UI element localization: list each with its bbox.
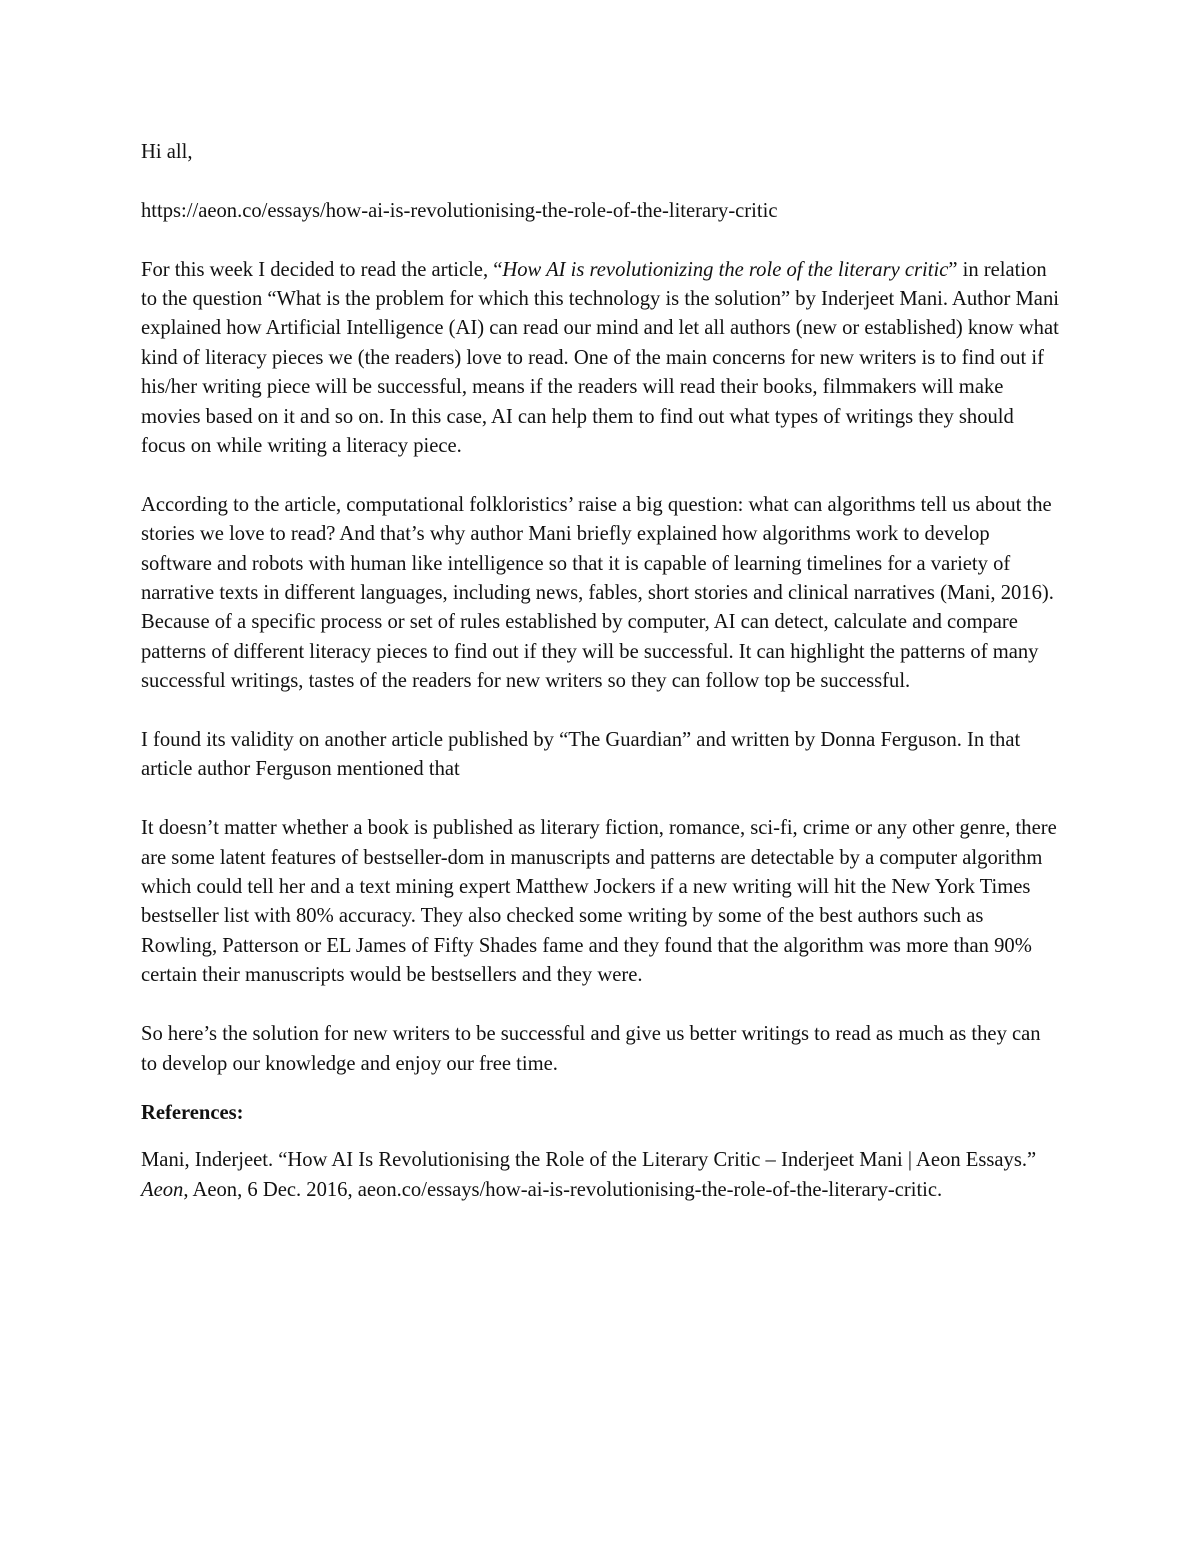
paragraph-intro	[141, 256, 1061, 462]
article-title: How AI is revolutionizing the role of the literary critic	[502, 258, 949, 281]
reference-lead: Mani, Inderjeet. “How AI Is Revolutionising the Role of the Literary Critic – Inderjeet Mani | Aeon Essays.”	[141, 1149, 1037, 1172]
document-page	[141, 138, 1061, 1205]
paragraph-guardian: I found its validity on another article published by “The Guardian” and written by Donna Ferguson. In that article author Ferguson mentioned that	[141, 729, 1021, 781]
source-url: https://aeon.co/essays/how-ai-is-revolutionising-the-role-of-the-literary-critic	[141, 199, 778, 222]
paragraph-article-summary: According to the article, computational folkloristics’ raise a big question: what can algorithms tell us about the stories we love to read? And that’s why author Mani briefly explained how algorithms work to develop software and robots with human like intelligence so that it is capable of learning timelines for a variety of narrative texts in different languages, including news, fables, short stories and clinical narratives (Mani, 2016). Because of a specific process or set of rules established by computer, AI can detect, calculate and compare patterns of different literacy pieces to find out if they will be successful. It can highlight the patterns of many successful writings, tastes of the readers for new writers so they can follow top be successful.	[141, 493, 1054, 693]
reference-journal: Aeon	[141, 1178, 184, 1201]
reference-rest: , Aeon, 6 Dec. 2016, aeon.co/essays/how-ai-is-revolutionising-the-role-of-the-literary-critic.	[183, 1178, 943, 1201]
paragraph-intro-lead: For this week I decided to read the article, “	[141, 258, 503, 281]
paragraph-intro-rest: ” in relation to the question “What is the problem for which this technology is the solution” by Inderjeet Mani. Author Mani explained how Artificial Intelligence (AI) can read our mind and let all authors (new or established) know what kind of literacy pieces we (the readers) love to read. One of the main concerns for new writers is to find out if his/her writing piece will be successful, means if the readers will read their books, filmmakers will make movies based on it and so on. In this case, AI can help them to find out what types of writings they should focus on while writing a literacy piece.	[141, 258, 1059, 458]
greeting: Hi all,	[141, 141, 193, 163]
paragraph-quote: It doesn’t matter whether a book is published as literary fiction, romance, sci-fi, crime or any other genre, there are some latent features of bestseller-dom in manuscripts and patterns are detectable by a computer algorithm which could tell her and a text mining expert Matthew Jockers if a new writing will hit the New York Times bestseller list with 80% accuracy. They also checked some writing by some of the best authors such as Rowling, Patterson or EL James of Fifty Shades fame and they found that the algorithm was more than 90% certain their manuscripts would be bestsellers and they were.	[141, 817, 1057, 987]
reference-entry	[141, 1146, 1061, 1205]
references-heading: References:	[141, 1101, 244, 1124]
paragraph-conclusion: So here’s the solution for new writers to be successful and give us better writings to read as much as they can to develop our knowledge and enjoy our free time.	[141, 1023, 1041, 1075]
